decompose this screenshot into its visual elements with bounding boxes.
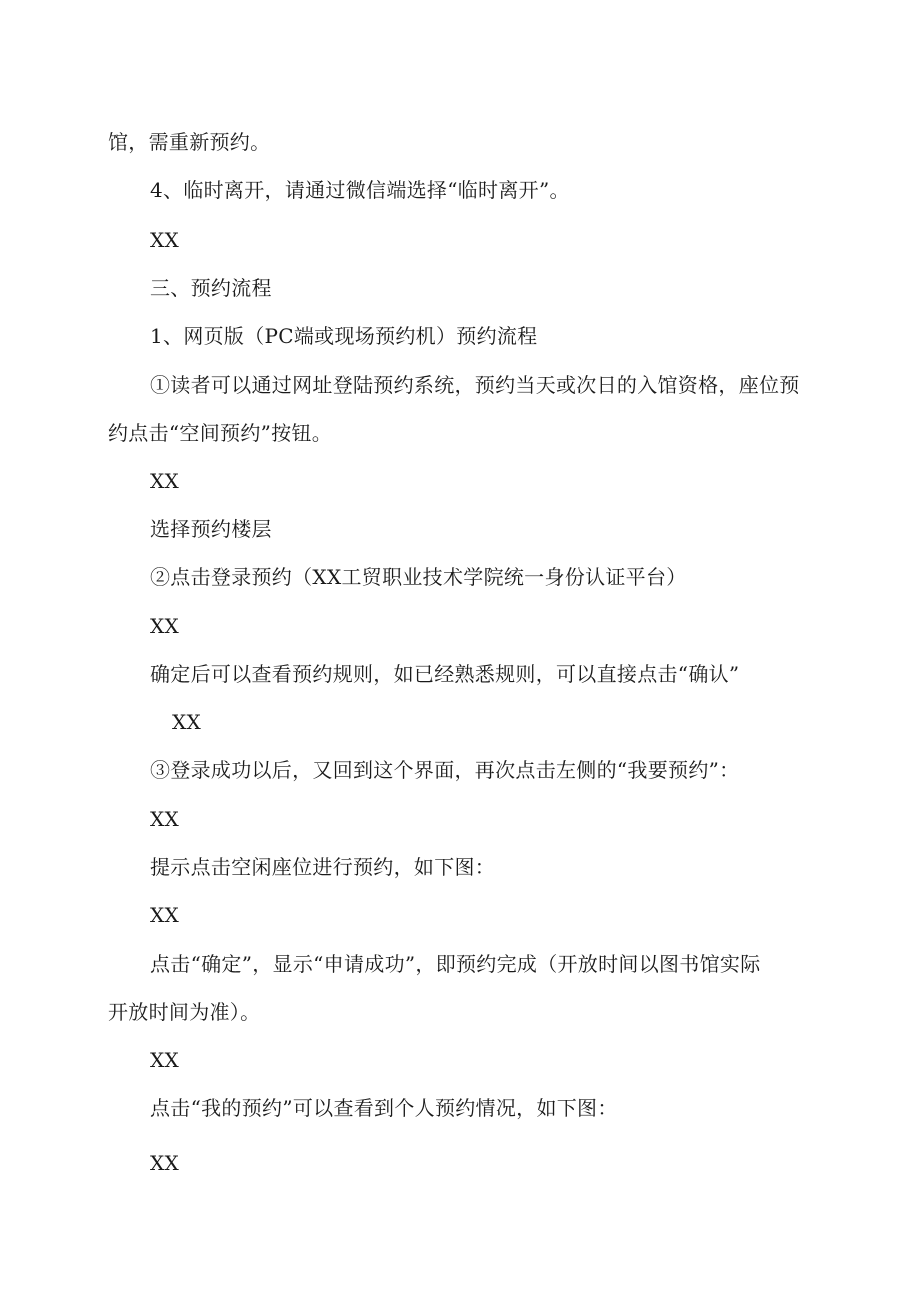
paragraph-line: 馆，需重新预约。: [108, 130, 271, 154]
paragraph-line: ③登录成功以后，又回到这个界面，再次点击左侧的“我要预约”：: [150, 758, 740, 782]
image-placeholder-text: XX: [150, 1048, 180, 1072]
image-placeholder-text: XX: [172, 710, 202, 734]
paragraph-line: ②点击登录预约（XX工贸职业技术学院统一身份认证平台）: [150, 565, 687, 589]
image-placeholder-text: XX: [150, 903, 180, 927]
caption-line: 选择预约楼层: [150, 517, 272, 541]
subsection-heading: 1、网页版（PC端或现场预约机）预约流程: [150, 324, 538, 348]
image-placeholder-text: XX: [150, 1151, 180, 1175]
paragraph-line: 约点击“空间预约”按钮。: [108, 421, 333, 445]
paragraph-line: ①读者可以通过网址登陆预约系统，预约当天或次日的入馆资格，座位预: [150, 373, 800, 397]
section-heading: 三、预约流程: [150, 276, 272, 300]
image-placeholder-text: XX: [150, 228, 180, 252]
paragraph-line: 点击“我的预约”可以查看到个人预约情况，如下图：: [150, 1096, 618, 1120]
paragraph-line: 确定后可以查看预约规则，如已经熟悉规则，可以直接点击“确认”: [150, 662, 740, 686]
paragraph-line: 开放时间为准）。: [108, 1000, 261, 1024]
image-placeholder-text: XX: [150, 469, 180, 493]
paragraph-line: 点击“确定”，显示“申请成功”，即预约完成（开放时间以图书馆实际: [150, 952, 761, 976]
image-placeholder-text: XX: [150, 807, 180, 831]
paragraph-line: 提示点击空闲座位进行预约，如下图：: [150, 855, 496, 879]
image-placeholder-text: XX: [150, 614, 180, 638]
paragraph-line: 4、临时离开，请通过微信端选择“临时离开”。: [150, 178, 570, 202]
